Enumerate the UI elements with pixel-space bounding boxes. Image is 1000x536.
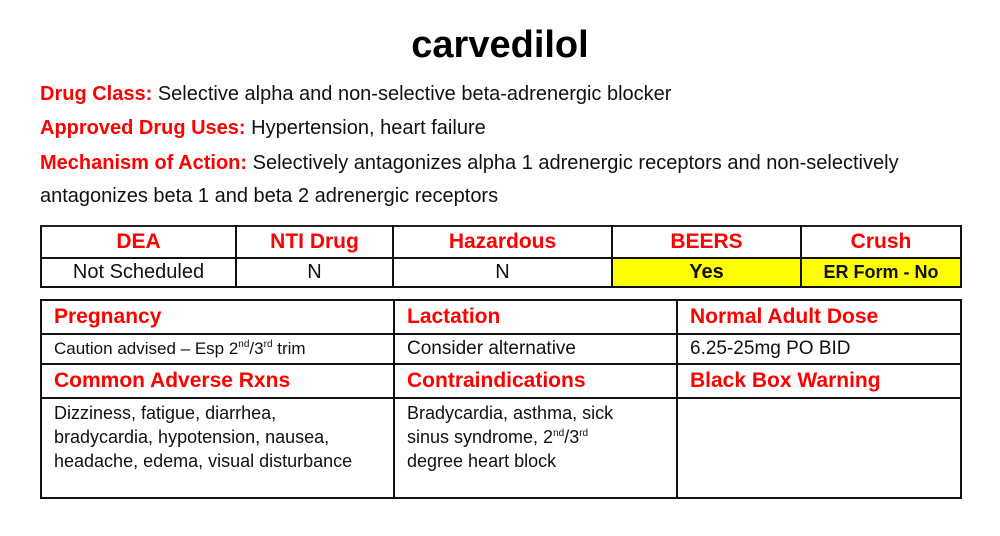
black-box-value bbox=[677, 398, 961, 498]
moa-value: Selectively antagonizes alpha 1 adrenergic receptors and non-selectively antagonizes beta 1 and beta 2 adrenergic receptors bbox=[40, 152, 899, 207]
adverse-label: Common Adverse Rxns bbox=[41, 364, 394, 398]
value-beers: Yes bbox=[612, 258, 801, 287]
dose-label: Normal Adult Dose bbox=[677, 300, 961, 334]
value-crush: ER Form - No bbox=[801, 258, 961, 287]
approved-uses-line bbox=[40, 116, 486, 140]
details-header-row-1 bbox=[41, 300, 961, 334]
details-value-row-2 bbox=[41, 398, 961, 498]
dose-value: 6.25-25mg PO BID bbox=[677, 334, 961, 364]
details-header-row-2 bbox=[41, 364, 961, 398]
contraindications-label: Contraindications bbox=[394, 364, 677, 398]
header-crush: Crush bbox=[801, 226, 961, 258]
contraindications-value: Bradycardia, asthma, sick sinus syndrome, 2nd/3rd degree heart block bbox=[394, 398, 677, 498]
details-value-row-1 bbox=[41, 334, 961, 364]
details-table bbox=[40, 299, 962, 499]
lactation-value: Consider alternative bbox=[394, 334, 677, 364]
moa-label: Mechanism of Action: bbox=[40, 152, 248, 174]
drug-title: carvedilol bbox=[411, 24, 589, 66]
approved-uses-label: Approved Drug Uses: bbox=[40, 117, 246, 139]
summary-header-row bbox=[41, 226, 961, 258]
drug-class-label: Drug Class: bbox=[40, 83, 153, 105]
value-dea: Not Scheduled bbox=[41, 258, 236, 287]
header-beers: BEERS bbox=[612, 226, 801, 258]
value-hazardous: N bbox=[393, 258, 612, 287]
approved-uses-value: Hypertension, heart failure bbox=[251, 117, 486, 139]
lactation-label: Lactation bbox=[394, 300, 677, 334]
value-nti-drug: N bbox=[236, 258, 393, 287]
drug-class-value: Selective alpha and non-selective beta-adrenergic blocker bbox=[157, 83, 672, 105]
mechanism-of-action-line bbox=[40, 147, 960, 213]
drug-class-line bbox=[40, 82, 671, 106]
header-hazardous: Hazardous bbox=[393, 226, 612, 258]
black-box-label: Black Box Warning bbox=[677, 364, 961, 398]
adverse-value: Dizziness, fatigue, diarrhea, bradycardia, hypotension, nausea, headache, edema, visual disturbance bbox=[41, 398, 394, 498]
pregnancy-label: Pregnancy bbox=[41, 300, 394, 334]
pregnancy-value: Caution advised – Esp 2nd/3rd trim bbox=[41, 334, 394, 364]
header-nti-drug: NTI Drug bbox=[236, 226, 393, 258]
summary-value-row bbox=[41, 258, 961, 287]
summary-table bbox=[40, 225, 962, 288]
header-dea: DEA bbox=[41, 226, 236, 258]
